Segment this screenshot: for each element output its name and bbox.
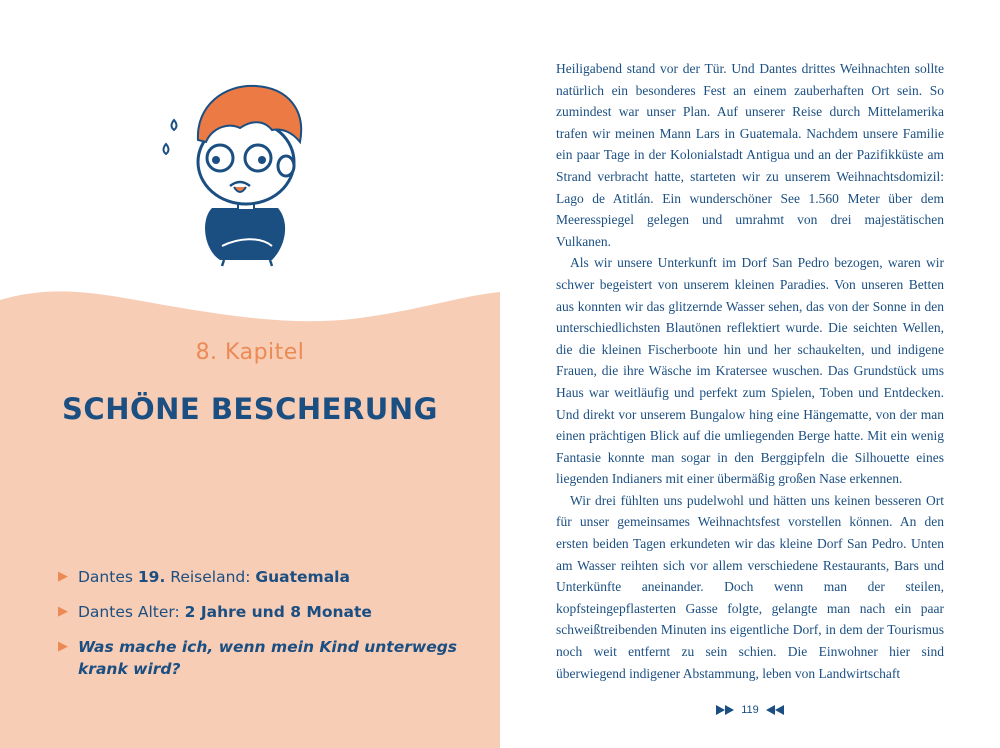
double-arrow-right-icon — [716, 705, 738, 715]
fact-middle: Reiseland: — [165, 568, 256, 586]
fact-bold: 19. — [137, 568, 166, 586]
fact-text — [78, 566, 350, 588]
fact-question-text: Was mache ich, wenn mein Kind unterwegs krank wird? — [78, 638, 458, 678]
body-text — [556, 58, 944, 684]
paragraph: Heiligabend stand vor der Tür. Und Dantes drittes Weihnachten sollte natürlich ein besonderes Fest an einem zauberhaften Ort sein. So zumindest war unser Plan. Auf unserer Reise durch Mittelamerika trafen wir meinen Mann Lars in Guatemala. Nachdem unsere Familie ein paar Tage in der Kolonialstadt Antigua und an der Pazifikküste am Strand verbracht hatte, starteten wir zu unserem Weihnachtsdomizil: Lago de Atitlán. Ein wunderschöner See 1.560 Meter über dem Meeresspiegel gelegen und umrahmt von drei majestätischen Vulkanen. — [556, 61, 944, 249]
page-number: 119 — [741, 704, 759, 717]
fact-bold: 2 Jahre und 8 Monate — [184, 603, 372, 621]
fact-prefix: Dantes — [78, 568, 138, 586]
chapter-title: SCHÖNE BESCHERUNG — [62, 392, 438, 426]
fact-bold-country: Guatemala — [255, 568, 350, 586]
facts-list — [58, 566, 458, 693]
page-footer — [500, 704, 1000, 716]
fact-country — [58, 566, 458, 588]
fact-question — [58, 636, 458, 680]
chapter-label: 8. Kapitel — [195, 340, 305, 365]
triangle-bullet-icon: ▶ — [58, 569, 68, 584]
right-page — [500, 0, 1000, 748]
triangle-bullet-icon: ▶ — [58, 639, 68, 654]
triangle-bullet-icon: ▶ — [58, 604, 68, 619]
sick-boy-illustration — [160, 70, 340, 270]
fact-age — [58, 601, 458, 623]
double-arrow-left-icon — [762, 705, 784, 715]
paragraph: Wir drei fühlten uns pudelwohl und hätten uns keinen besseren Ort für unser gemeinsames Weihnachtsfest vorstellen können. An den ersten beiden Tagen erkundeten wir das kleine Dorf San Pedro. Unten am Wasser reihten sich vor allem verschiedene Restaurants, Bars und Unterkünfte aneinander. Doch wenn man der steilen, kopfsteingepflasterten Gasse folgte, gelangte man nach ein paar schweißtreibenden Minuten ins eigentliche Dorf, in dem der Tourismus noch weit entfernt zu sein schien. Die Einwohner hier sind überwiegend indigener Abstammung, leben von Landwirtschaft — [556, 492, 944, 681]
fact-prefix: Dantes Alter: — [78, 603, 185, 621]
fact-text — [78, 601, 372, 623]
paragraph: Als wir unsere Unterkunft im Dorf San Pedro bezogen, waren wir schwer begeistert von unserem kleinen Paradies. Von unseren Betten aus konnten wir das glitzernde Wasser sehen, das von der Sonne in den unterschiedlichsten Blautönen reflektiert wurde. Die seichten Wellen, die die kleinen Fischerboote hin und her schaukelten, und indigene Frauen, die ihre Wäsche im Kratersee wuschen. Das Grundstück ums Haus war weitläufig und perfekt zum Spielen, Toben und Entdecken. Und direkt vor unserem Bungalow hing eine Hängematte, von der man einen prächtigen Blick auf die umliegenden Berge hatte. Mit ein wenig Fantasie konnte man sogar in den Berggipfeln die Silhouette eines liegenden Indianers mit einer übermäßig großen Nase erkennen. — [556, 255, 944, 487]
